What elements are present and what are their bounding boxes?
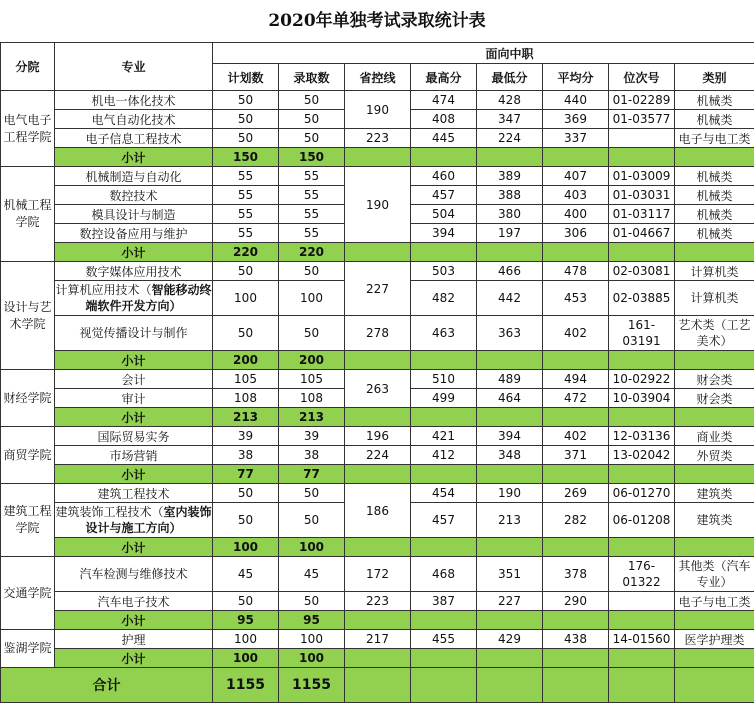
table-row bbox=[1, 262, 754, 281]
category-cell: 其他类（汽车专业） bbox=[675, 557, 754, 592]
plan-cell: 38 bbox=[213, 446, 279, 465]
plan-cell: 55 bbox=[213, 186, 279, 205]
min-cell: 489 bbox=[477, 370, 543, 389]
min-cell: 429 bbox=[477, 630, 543, 649]
rank-cell: 161-03191 bbox=[609, 316, 675, 351]
subtotal-admitted: 100 bbox=[279, 538, 345, 557]
control-line-cell: 223 bbox=[345, 592, 411, 611]
table-row bbox=[1, 91, 754, 110]
control-line-cell: 224 bbox=[345, 446, 411, 465]
major-text: 建筑装饰工程技术（ bbox=[55, 505, 164, 519]
min-cell: 394 bbox=[477, 427, 543, 446]
category-cell: 机械类 bbox=[675, 224, 754, 243]
plan-cell: 50 bbox=[213, 316, 279, 351]
max-cell: 457 bbox=[411, 186, 477, 205]
max-cell: 455 bbox=[411, 630, 477, 649]
control-line-cell: 227 bbox=[345, 262, 411, 316]
control-line-cell: 217 bbox=[345, 630, 411, 649]
avg-cell: 494 bbox=[543, 370, 609, 389]
max-cell: 482 bbox=[411, 281, 477, 316]
max-cell: 457 bbox=[411, 503, 477, 538]
table-row bbox=[1, 630, 754, 649]
admitted-cell: 45 bbox=[279, 557, 345, 592]
college-name: 财经学院 bbox=[1, 370, 55, 427]
max-cell: 499 bbox=[411, 389, 477, 408]
max-cell: 454 bbox=[411, 484, 477, 503]
subtotal-admitted: 200 bbox=[279, 351, 345, 370]
subtotal-plan: 200 bbox=[213, 351, 279, 370]
min-cell: 190 bbox=[477, 484, 543, 503]
category-cell: 财会类 bbox=[675, 389, 754, 408]
subtotal-row bbox=[1, 611, 754, 630]
max-cell: 463 bbox=[411, 316, 477, 351]
avg-cell: 400 bbox=[543, 205, 609, 224]
category-cell: 机械类 bbox=[675, 186, 754, 205]
min-cell: 380 bbox=[477, 205, 543, 224]
header-control-line: 省控线 bbox=[345, 64, 411, 91]
rank-cell: 01-02289 bbox=[609, 91, 675, 110]
max-cell: 421 bbox=[411, 427, 477, 446]
subtotal-plan: 100 bbox=[213, 649, 279, 668]
subtotal-plan: 213 bbox=[213, 408, 279, 427]
min-cell: 466 bbox=[477, 262, 543, 281]
min-cell: 227 bbox=[477, 592, 543, 611]
min-cell: 464 bbox=[477, 389, 543, 408]
category-cell: 机械类 bbox=[675, 91, 754, 110]
min-cell: 363 bbox=[477, 316, 543, 351]
major-cell: 市场营销 bbox=[55, 446, 213, 465]
subtotal-row bbox=[1, 649, 754, 668]
header-avg: 平均分 bbox=[543, 64, 609, 91]
table-row bbox=[1, 316, 754, 351]
header-major: 专业 bbox=[55, 43, 213, 91]
plan-cell: 108 bbox=[213, 389, 279, 408]
min-cell: 442 bbox=[477, 281, 543, 316]
category-cell: 外贸类 bbox=[675, 446, 754, 465]
control-line-cell: 223 bbox=[345, 129, 411, 148]
major-cell bbox=[55, 503, 213, 538]
subtotal-label: 小计 bbox=[55, 538, 213, 557]
control-line-cell: 263 bbox=[345, 370, 411, 408]
avg-cell: 438 bbox=[543, 630, 609, 649]
admitted-cell: 108 bbox=[279, 389, 345, 408]
control-line-cell: 190 bbox=[345, 91, 411, 129]
admitted-cell: 55 bbox=[279, 167, 345, 186]
avg-cell: 407 bbox=[543, 167, 609, 186]
major-direction-text: 室内装饰设计与施工方向 bbox=[85, 505, 212, 535]
avg-cell: 478 bbox=[543, 262, 609, 281]
rank-cell: 176-01322 bbox=[609, 557, 675, 592]
category-cell: 建筑类 bbox=[675, 503, 754, 538]
subtotal-admitted: 150 bbox=[279, 148, 345, 167]
table-row bbox=[1, 484, 754, 503]
major-cell: 建筑工程技术 bbox=[55, 484, 213, 503]
page-title: 2020年单独考试录取统计表 bbox=[268, 11, 486, 31]
admitted-cell: 50 bbox=[279, 484, 345, 503]
table-row bbox=[1, 167, 754, 186]
plan-cell: 50 bbox=[213, 91, 279, 110]
admitted-cell: 100 bbox=[279, 281, 345, 316]
admitted-cell: 105 bbox=[279, 370, 345, 389]
major-cell: 会计 bbox=[55, 370, 213, 389]
major-cell: 汽车检测与维修技术 bbox=[55, 557, 213, 592]
min-cell: 348 bbox=[477, 446, 543, 465]
avg-cell: 402 bbox=[543, 316, 609, 351]
table-row bbox=[1, 557, 754, 592]
control-line-cell: 172 bbox=[345, 557, 411, 592]
min-cell: 224 bbox=[477, 129, 543, 148]
major-cell: 模具设计与制造 bbox=[55, 205, 213, 224]
plan-cell: 45 bbox=[213, 557, 279, 592]
college-name: 电气电子工程学院 bbox=[1, 91, 55, 167]
college-name: 设计与艺术学院 bbox=[1, 262, 55, 370]
admitted-cell: 39 bbox=[279, 427, 345, 446]
header-group: 面向中职 bbox=[411, 43, 609, 64]
control-line-cell: 196 bbox=[345, 427, 411, 446]
major-cell: 数字媒体应用技术 bbox=[55, 262, 213, 281]
plan-cell: 55 bbox=[213, 224, 279, 243]
major-cell: 护理 bbox=[55, 630, 213, 649]
rank-cell: 14-01560 bbox=[609, 630, 675, 649]
category-cell: 医学护理类 bbox=[675, 630, 754, 649]
table-row bbox=[1, 592, 754, 611]
min-cell: 197 bbox=[477, 224, 543, 243]
avg-cell: 371 bbox=[543, 446, 609, 465]
subtotal-plan: 220 bbox=[213, 243, 279, 262]
category-cell: 电子与电工类 bbox=[675, 129, 754, 148]
category-cell: 机械类 bbox=[675, 205, 754, 224]
college-name: 机械工程学院 bbox=[1, 167, 55, 262]
total-row bbox=[1, 668, 754, 703]
category-cell: 机械类 bbox=[675, 167, 754, 186]
subtotal-label: 小计 bbox=[55, 611, 213, 630]
subtotal-admitted: 100 bbox=[279, 649, 345, 668]
header-max: 最高分 bbox=[411, 64, 477, 91]
control-line-cell: 186 bbox=[345, 484, 411, 538]
header-college: 分院 bbox=[1, 43, 55, 91]
header-category: 类别 bbox=[675, 64, 754, 91]
plan-cell: 55 bbox=[213, 205, 279, 224]
subtotal-label: 小计 bbox=[55, 148, 213, 167]
plan-cell: 50 bbox=[213, 129, 279, 148]
admitted-cell: 55 bbox=[279, 186, 345, 205]
admitted-cell: 50 bbox=[279, 316, 345, 351]
plan-cell: 50 bbox=[213, 110, 279, 129]
category-cell: 艺术类（工艺美术） bbox=[675, 316, 754, 351]
rank-cell: 02-03885 bbox=[609, 281, 675, 316]
major-direction-text: 智能移动终端软件开发方向 bbox=[85, 283, 212, 313]
max-cell: 503 bbox=[411, 262, 477, 281]
max-cell: 445 bbox=[411, 129, 477, 148]
major-cell: 汽车电子技术 bbox=[55, 592, 213, 611]
min-cell: 389 bbox=[477, 167, 543, 186]
subtotal-row bbox=[1, 148, 754, 167]
category-cell: 电子与电工类 bbox=[675, 592, 754, 611]
plan-cell: 100 bbox=[213, 630, 279, 649]
category-cell: 财会类 bbox=[675, 370, 754, 389]
major-cell: 机电一体化技术 bbox=[55, 91, 213, 110]
rank-cell: 01-03009 bbox=[609, 167, 675, 186]
avg-cell: 306 bbox=[543, 224, 609, 243]
max-cell: 387 bbox=[411, 592, 477, 611]
header-admitted: 录取数 bbox=[279, 64, 345, 91]
admitted-cell: 50 bbox=[279, 503, 345, 538]
major-cell: 电子信息工程技术 bbox=[55, 129, 213, 148]
college-name: 商贸学院 bbox=[1, 427, 55, 484]
table-row bbox=[1, 446, 754, 465]
min-cell: 388 bbox=[477, 186, 543, 205]
admitted-cell: 50 bbox=[279, 110, 345, 129]
subtotal-label: 小计 bbox=[55, 408, 213, 427]
major-text-end: ） bbox=[169, 299, 182, 313]
rank-cell bbox=[609, 592, 675, 611]
subtotal-label: 小计 bbox=[55, 351, 213, 370]
college-name: 交通学院 bbox=[1, 557, 55, 630]
avg-cell: 337 bbox=[543, 129, 609, 148]
plan-cell: 50 bbox=[213, 262, 279, 281]
major-text: 计算机应用技术（ bbox=[55, 283, 152, 297]
subtotal-label: 小计 bbox=[55, 465, 213, 484]
total-admitted: 1155 bbox=[279, 668, 345, 703]
subtotal-label: 小计 bbox=[55, 243, 213, 262]
rank-cell: 06-01270 bbox=[609, 484, 675, 503]
subtotal-row bbox=[1, 408, 754, 427]
college-name: 鉴湖学院 bbox=[1, 630, 55, 668]
avg-cell: 472 bbox=[543, 389, 609, 408]
avg-cell: 269 bbox=[543, 484, 609, 503]
avg-cell: 282 bbox=[543, 503, 609, 538]
subtotal-plan: 100 bbox=[213, 538, 279, 557]
subtotal-admitted: 95 bbox=[279, 611, 345, 630]
major-cell: 审计 bbox=[55, 389, 213, 408]
avg-cell: 369 bbox=[543, 110, 609, 129]
college-name: 建筑工程学院 bbox=[1, 484, 55, 557]
plan-cell: 50 bbox=[213, 484, 279, 503]
plan-cell: 105 bbox=[213, 370, 279, 389]
header-min: 最低分 bbox=[477, 64, 543, 91]
admitted-cell: 50 bbox=[279, 129, 345, 148]
admitted-cell: 38 bbox=[279, 446, 345, 465]
min-cell: 351 bbox=[477, 557, 543, 592]
rank-cell: 10-03904 bbox=[609, 389, 675, 408]
major-cell: 视觉传播设计与制作 bbox=[55, 316, 213, 351]
rank-cell: 01-03117 bbox=[609, 205, 675, 224]
major-cell: 数控技术 bbox=[55, 186, 213, 205]
rank-cell bbox=[609, 129, 675, 148]
header-rank: 位次号 bbox=[609, 64, 675, 91]
max-cell: 468 bbox=[411, 557, 477, 592]
max-cell: 412 bbox=[411, 446, 477, 465]
admitted-cell: 100 bbox=[279, 630, 345, 649]
rank-cell: 06-01208 bbox=[609, 503, 675, 538]
plan-cell: 50 bbox=[213, 503, 279, 538]
rank-cell: 01-03577 bbox=[609, 110, 675, 129]
header-row-1 bbox=[1, 43, 754, 64]
category-cell: 建筑类 bbox=[675, 484, 754, 503]
plan-cell: 50 bbox=[213, 592, 279, 611]
plan-cell: 100 bbox=[213, 281, 279, 316]
major-cell: 机械制造与自动化 bbox=[55, 167, 213, 186]
avg-cell: 403 bbox=[543, 186, 609, 205]
subtotal-label: 小计 bbox=[55, 649, 213, 668]
rank-cell: 10-02922 bbox=[609, 370, 675, 389]
avg-cell: 440 bbox=[543, 91, 609, 110]
rank-cell: 12-03136 bbox=[609, 427, 675, 446]
avg-cell: 453 bbox=[543, 281, 609, 316]
header-plan: 计划数 bbox=[213, 64, 279, 91]
admitted-cell: 55 bbox=[279, 224, 345, 243]
subtotal-plan: 77 bbox=[213, 465, 279, 484]
plan-cell: 39 bbox=[213, 427, 279, 446]
category-cell: 商业类 bbox=[675, 427, 754, 446]
major-cell: 电气自动化技术 bbox=[55, 110, 213, 129]
min-cell: 428 bbox=[477, 91, 543, 110]
max-cell: 504 bbox=[411, 205, 477, 224]
subtotal-admitted: 213 bbox=[279, 408, 345, 427]
rank-cell: 02-03081 bbox=[609, 262, 675, 281]
rank-cell: 13-02042 bbox=[609, 446, 675, 465]
max-cell: 460 bbox=[411, 167, 477, 186]
admission-table bbox=[0, 42, 754, 703]
major-cell: 数控设备应用与维护 bbox=[55, 224, 213, 243]
admitted-cell: 50 bbox=[279, 91, 345, 110]
control-line-cell: 190 bbox=[345, 167, 411, 243]
table-row bbox=[1, 370, 754, 389]
max-cell: 394 bbox=[411, 224, 477, 243]
min-cell: 213 bbox=[477, 503, 543, 538]
avg-cell: 378 bbox=[543, 557, 609, 592]
subtotal-row bbox=[1, 465, 754, 484]
subtotal-plan: 95 bbox=[213, 611, 279, 630]
category-cell: 计算机类 bbox=[675, 281, 754, 316]
major-cell: 国际贸易实务 bbox=[55, 427, 213, 446]
total-plan: 1155 bbox=[213, 668, 279, 703]
max-cell: 408 bbox=[411, 110, 477, 129]
subtotal-row bbox=[1, 538, 754, 557]
subtotal-row bbox=[1, 243, 754, 262]
major-cell bbox=[55, 281, 213, 316]
table-row bbox=[1, 129, 754, 148]
rank-cell: 01-03031 bbox=[609, 186, 675, 205]
major-text-end: ） bbox=[169, 521, 182, 535]
avg-cell: 290 bbox=[543, 592, 609, 611]
subtotal-admitted: 220 bbox=[279, 243, 345, 262]
subtotal-plan: 150 bbox=[213, 148, 279, 167]
category-cell: 计算机类 bbox=[675, 262, 754, 281]
max-cell: 474 bbox=[411, 91, 477, 110]
admitted-cell: 55 bbox=[279, 205, 345, 224]
category-cell: 机械类 bbox=[675, 110, 754, 129]
control-line-cell: 278 bbox=[345, 316, 411, 351]
table-row bbox=[1, 427, 754, 446]
total-label: 合计 bbox=[1, 668, 213, 703]
rank-cell: 01-04667 bbox=[609, 224, 675, 243]
subtotal-row bbox=[1, 351, 754, 370]
subtotal-admitted: 77 bbox=[279, 465, 345, 484]
admitted-cell: 50 bbox=[279, 592, 345, 611]
admitted-cell: 50 bbox=[279, 262, 345, 281]
min-cell: 347 bbox=[477, 110, 543, 129]
plan-cell: 55 bbox=[213, 167, 279, 186]
avg-cell: 402 bbox=[543, 427, 609, 446]
max-cell: 510 bbox=[411, 370, 477, 389]
